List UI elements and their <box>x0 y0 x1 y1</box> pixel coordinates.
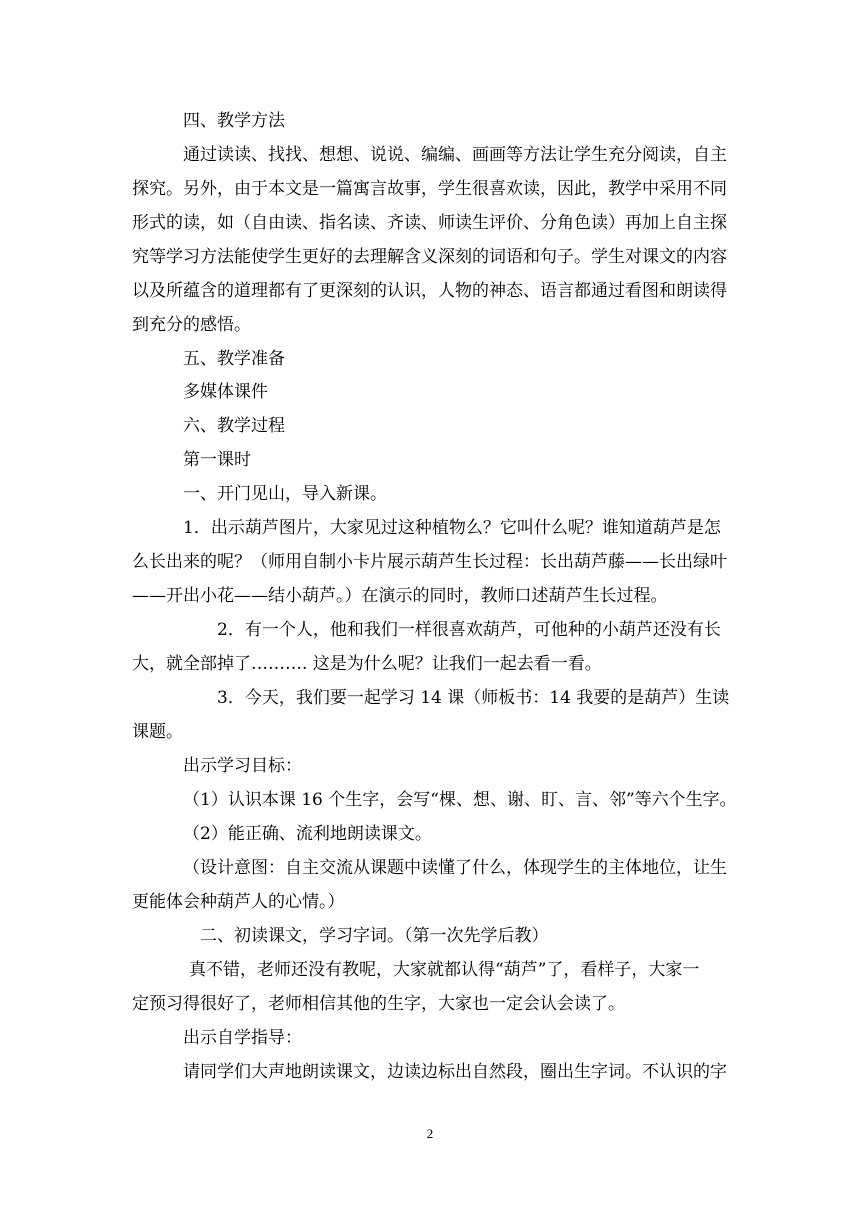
page-number: 2 <box>426 1126 434 1141</box>
document-page: 四、教学方法 通过读读、找找、想想、说说、编编、画画等方法让学生充分阅读，自主 探究。另外，由于本文是一篇寓言故事，学生很喜欢读，因此，教学中采用不同 形式的读，如（自由读、指名读、齐读、师读生评价、分角色读）再加上自主探 究等学习方法能使学生更好的去理解含义深刻的词语和句子。学生对课文的内容 以及所蕴含的道理都有了更深刻的认识，人物的神态、语言都通过看图和朗读得 到充分的感悟。 五、教学准备 多媒体课件 六、教学过程 第一课时 一、开门见山，导入新课。 1．出示葫芦图片，大家见过这种植物么？它叫什么呢？谁知道葫芦是怎 么长出来的呢？（师用自制小卡片展示葫芦生长过程：长出葫芦藤——长出绿叶 ——开出小花——结小葫芦。）在演示的同时，教师口述葫芦生长过程。 2．有一个人，他和我们一样很喜欢葫芦，可他种的小葫芦还没有长 大，就全部掉了………. 这是为什么呢？让我们一起去看一看。 3．今天，我们要一起学习 14 课（师板书：14 我要的是葫芦）生读 课题。 出示学习目标： （1）认识本课 16 个生字，会写“棵、想、谢、盯、言、邻”等六个生字。 （2）能正确、流利地朗读课文。 （设计意图：自主交流从课题中读懂了什么，体现学生的主体地位，让生 更能体会种葫芦人的心情。） 二、初读课文，学习字词。（第一次先学后教） 真不错，老师还没有教呢，大家就都认得“葫芦”了，看样子，大家一 定预习得很好了，老师相信其他的生字，大家也一定会认会读了。 出示自学指导： 请同学们大声地朗读课文，边读边标出自然段，圈出生字词。不认识的字 2 <box>0 0 860 1216</box>
